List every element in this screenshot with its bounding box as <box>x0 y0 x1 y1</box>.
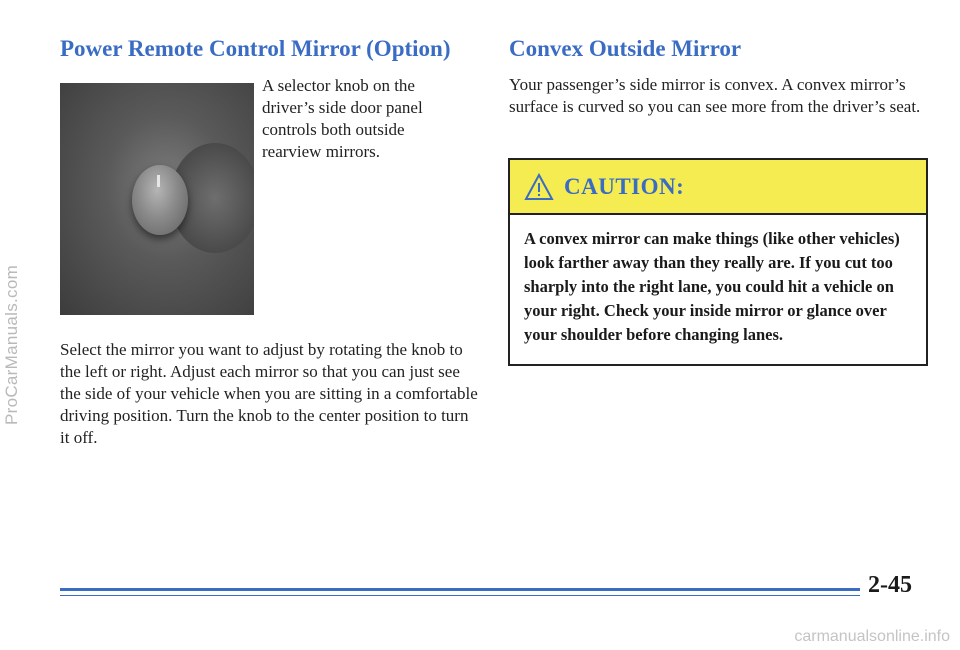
warning-triangle-icon <box>524 173 554 201</box>
caution-text: A convex mirror can make things (like other vehicles) look farther away than they really are. If you cut too sharply into the right lane, you could hit a vehicle on your right. Check your inside mirror or glance over your shoulder before changing lanes. <box>524 229 900 344</box>
selector-knob <box>132 165 188 235</box>
caution-header <box>510 160 926 215</box>
power-mirror-instructions: Select the mirror you want to adjust by rotating the knob to the left or right. Adjust each mirror so that you can just see the side of your vehicle when you are sitting in a comfortable driving position. Turn the knob to the center position to turn it off. <box>60 340 478 447</box>
caution-label: CAUTION: <box>564 173 685 199</box>
photo-caption: A selector knob on the driver’s side door panel controls both outside rearview mirrors. <box>262 76 423 161</box>
knob-indicator <box>157 175 160 187</box>
section-title-power-mirror: Power Remote Control Mirror (Option) <box>60 36 451 61</box>
side-watermark: ProCarManuals.com <box>2 264 21 426</box>
section-title-convex-mirror: Convex Outside Mirror <box>509 36 742 61</box>
footer-rule-thin <box>60 595 860 596</box>
page-number: 2-45 <box>868 572 912 598</box>
door-panel-knob-photo <box>60 83 254 315</box>
bottom-watermark: carmanualsonline.info <box>794 628 950 645</box>
footer-rule-thick <box>60 588 860 591</box>
caution-box <box>508 158 928 366</box>
convex-mirror-description: Your passenger’s side mirror is convex. A convex mirror’s surface is curved so you can see more from the driver’s seat. <box>509 75 921 116</box>
